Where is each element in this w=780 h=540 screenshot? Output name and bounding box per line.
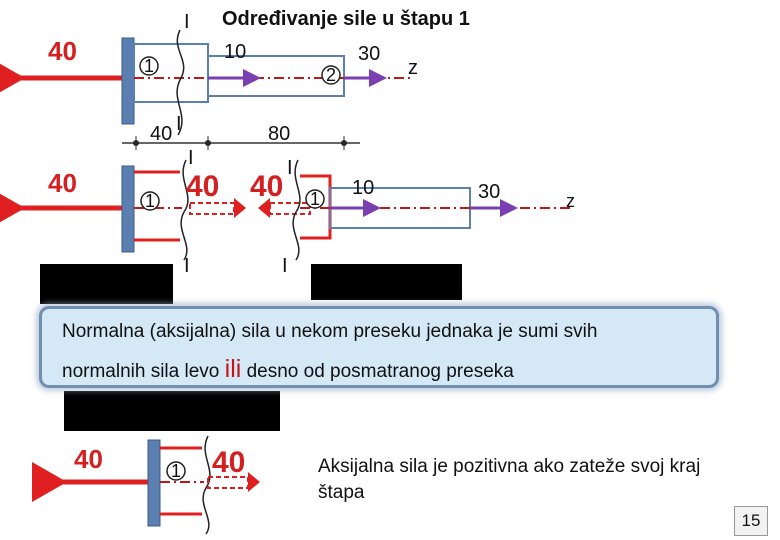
row1-force-30-label: 30 bbox=[358, 43, 381, 65]
row2-force-30-label: 30 bbox=[478, 181, 501, 203]
row1-node1-label: 1 bbox=[144, 56, 155, 76]
row1-support bbox=[122, 38, 134, 124]
row1-force-label: 40 bbox=[48, 36, 77, 66]
redacted-block-middle bbox=[64, 391, 280, 431]
row1-section-mark: I bbox=[184, 11, 190, 33]
row2-section-mark-top-left: I bbox=[188, 147, 194, 169]
row2-section-mark-bottom-left: I bbox=[184, 255, 190, 277]
row1-structure bbox=[20, 30, 410, 150]
page-title: Određivanje sile u štapu 1 bbox=[222, 8, 470, 30]
row3-force-label: 40 bbox=[74, 444, 103, 474]
row1-force-10-label: 10 bbox=[224, 41, 247, 63]
definition-line1: Normalna (aksijalna) sila u nekom preseku jednaka je sumi svih bbox=[62, 321, 598, 342]
definition-line2-start: normalnih sila levo bbox=[62, 361, 225, 382]
row2-section-mark-bottom-right: I bbox=[282, 255, 288, 277]
definition-ili-word: ili bbox=[224, 355, 242, 383]
row3-section-line bbox=[203, 436, 210, 534]
row2-node1-left-label: 1 bbox=[145, 191, 156, 211]
row2-node1-right-label: 1 bbox=[310, 189, 321, 209]
redacted-block-left bbox=[40, 264, 173, 304]
definition-line2-end: desno od posmatranog preseka bbox=[241, 361, 514, 382]
row2-internal-left-arrow bbox=[190, 203, 234, 214]
row2-force-label: 40 bbox=[48, 168, 77, 198]
definition-line2 bbox=[62, 355, 514, 384]
row2-force-10-label: 10 bbox=[352, 177, 375, 199]
row3-internal-label: 40 bbox=[212, 446, 246, 479]
row2-section-line-right bbox=[293, 160, 300, 260]
row2-right-part bbox=[258, 157, 570, 260]
redacted-block-right bbox=[311, 264, 462, 300]
row2-internal-left-label: 40 bbox=[186, 170, 220, 203]
row2-support bbox=[122, 166, 134, 252]
definition-callout bbox=[39, 306, 719, 388]
row1-dim-right-label: 80 bbox=[268, 123, 291, 145]
row1-dim-section-mark: I bbox=[176, 113, 182, 135]
row1-axis-label: z bbox=[408, 57, 418, 79]
row2-internal-right-label: 40 bbox=[250, 170, 284, 203]
positive-axial-note: Aksijalna sila je pozitivna ako zateže svoj kraj štapa bbox=[318, 456, 701, 503]
row3-support bbox=[148, 440, 160, 526]
row2-section-mark-top-right: I bbox=[287, 157, 293, 179]
page-number: 15 bbox=[734, 506, 768, 536]
row1-dim-left-label: 40 bbox=[150, 123, 173, 145]
row1-node2-label: 2 bbox=[326, 65, 337, 85]
row3-node1-label: 1 bbox=[171, 461, 182, 481]
row2-axis-label: z bbox=[566, 191, 575, 211]
